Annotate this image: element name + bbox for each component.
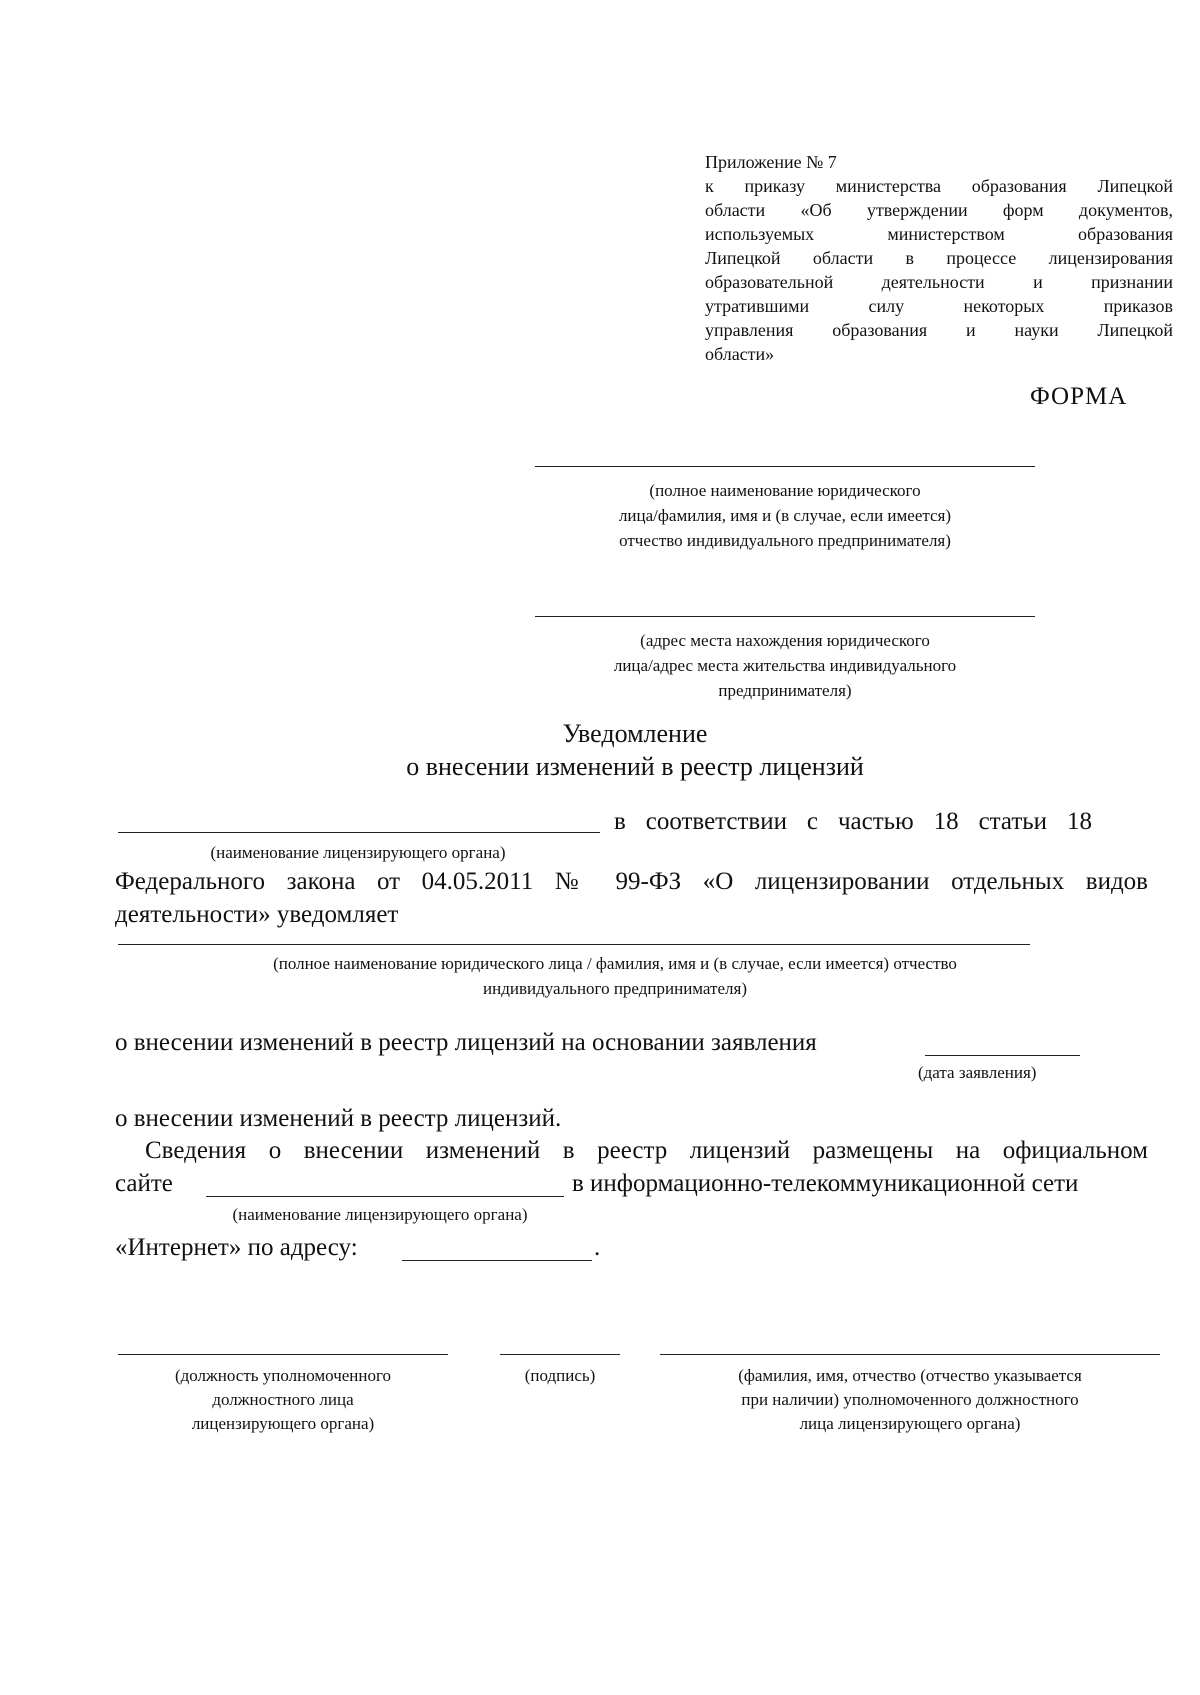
recipient-name-caption: (полное наименование юридического лица/фамилия, имя и (в случае, если имеется) отчество индивидуального предпринимателя): [618, 481, 952, 550]
authority-caption: (наименование лицензирующего органа): [210, 843, 506, 862]
position-caption: (должность уполномоченного должностного лица лицензирующего органа): [174, 1366, 392, 1433]
internet-address-line[interactable]: [402, 1260, 592, 1261]
annex-line: Липецкой области в процессе лицензирования: [705, 248, 1173, 268]
annex-line: используемых министерством образования: [705, 224, 1173, 244]
authority-name-line[interactable]: [118, 832, 600, 833]
annex-line: управления образования и науки Липецкой: [705, 320, 1173, 340]
authority-website-line[interactable]: [206, 1196, 564, 1197]
recipient-name-line[interactable]: [535, 466, 1035, 467]
notice-title: Уведомление: [562, 719, 708, 748]
body-line-8-end: .: [594, 1234, 601, 1261]
licensee-name-line[interactable]: [118, 944, 1030, 945]
fullname-caption: (фамилия, имя, отчество (отчество указывается при наличии) уполномоченного должностного лица лицензирующего органа): [738, 1366, 1082, 1433]
body-line-7-head: сайте: [115, 1170, 173, 1197]
annex-line: области»: [705, 344, 775, 364]
recipient-address-line[interactable]: [535, 616, 1035, 617]
body-line-8-head: «Интернет» по адресу:: [115, 1234, 358, 1261]
annex-line: к приказу министерства образования Липецкой: [705, 176, 1173, 196]
annex-line: утратившими силу некоторых приказов: [705, 296, 1173, 316]
position-signature-line[interactable]: [118, 1354, 448, 1355]
body-line-6: Сведения о внесении изменений в реестр лицензий размещены на официальном: [145, 1137, 1148, 1164]
recipient-address-caption: (адрес места нахождения юридического лица/адрес места жительства индивидуального предпринимателя): [613, 631, 957, 700]
annex-title: Приложение № 7: [705, 152, 837, 172]
body-line-4: о внесении изменений в реестр лицензий на основании заявления: [115, 1029, 817, 1056]
application-date-line[interactable]: [925, 1055, 1080, 1056]
body-line-2: Федерального закона от 04.05.2011 № 99-ФЗ «О лицензировании отдельных видов: [115, 868, 1148, 895]
fullname-signature-line[interactable]: [660, 1354, 1160, 1355]
signature-line[interactable]: [500, 1354, 620, 1355]
body-line-1-tail: в соответствии с частью 18 статьи 18: [614, 808, 1092, 835]
annex-block: [705, 150, 1173, 366]
body-line-5: о внесении изменений в реестр лицензий.: [115, 1105, 562, 1132]
body-line-3: деятельности» уведомляет: [115, 901, 399, 928]
body-line-7-tail: в информационно-телекоммуникационной сети: [572, 1170, 1079, 1197]
licensee-caption: (полное наименование юридического лица / фамилия, имя и (в случае, если имеется) отчество индивидуального предпринимателя): [273, 954, 957, 998]
signature-caption: (подпись): [524, 1366, 596, 1385]
annex-line: области «Об утверждении форм документов,: [705, 200, 1173, 220]
notice-subtitle: о внесении изменений в реестр лицензий: [406, 752, 864, 781]
form-label: ФОРМА: [1030, 383, 1128, 410]
authority-caption-2: (наименование лицензирующего органа): [232, 1205, 528, 1224]
date-caption: (дата заявления): [918, 1063, 1037, 1082]
annex-line: образовательной деятельности и признании: [705, 272, 1173, 292]
